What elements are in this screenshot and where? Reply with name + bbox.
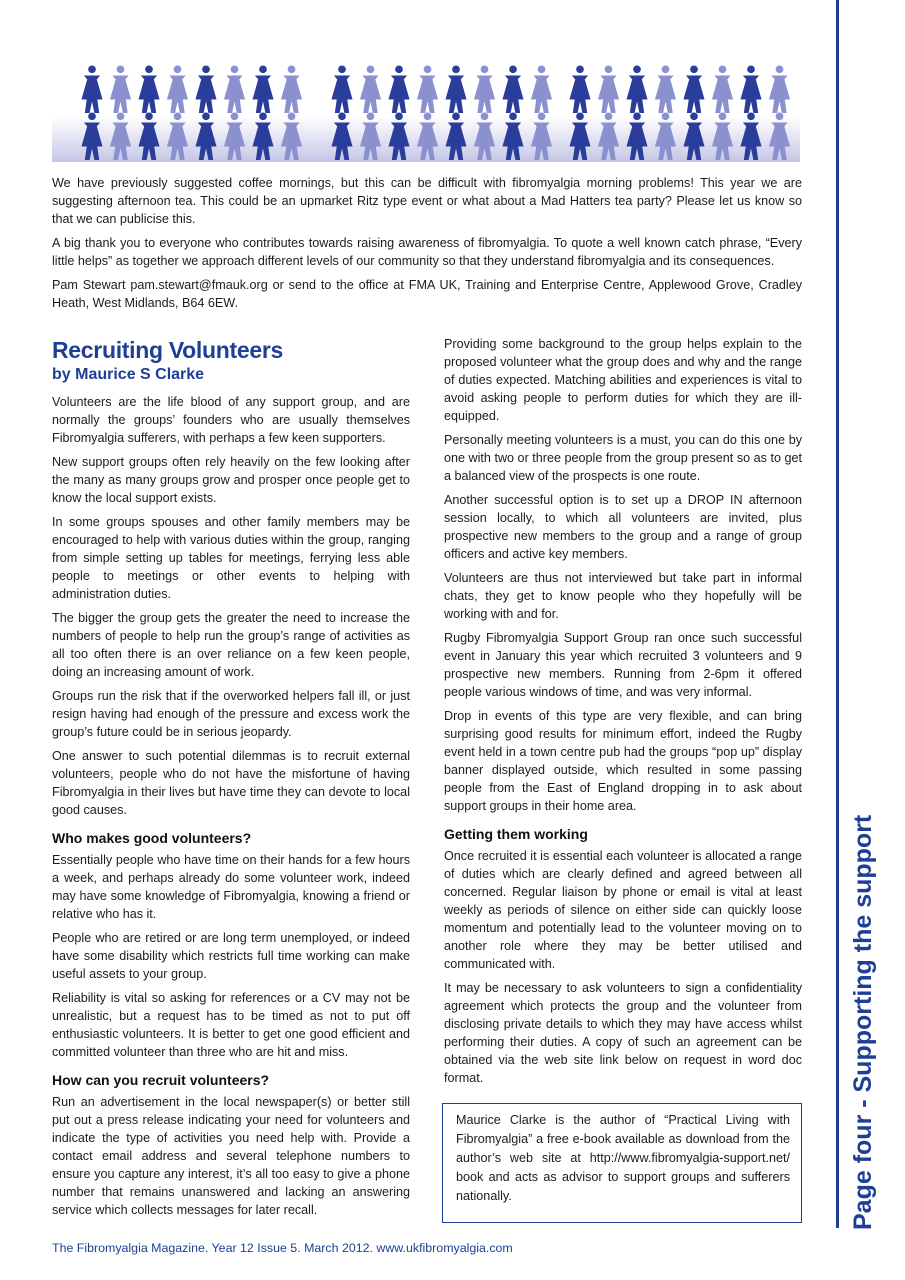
chain-figure — [655, 65, 676, 113]
chain-figure — [474, 65, 495, 113]
chain-figure — [569, 65, 590, 113]
chain-figure — [281, 112, 302, 160]
chain-figure — [712, 112, 733, 160]
chain-figure — [224, 65, 245, 113]
chain-figure — [502, 65, 523, 113]
paragraph: Rugby Fibromyalgia Support Group ran once such successful event in January this year which recruited 3 volunteers and 9 prospective new members. Running from 2-6pm it offered people various windows of time, and was very informal. — [444, 631, 802, 699]
chain-figure — [110, 65, 131, 113]
subheading-getting: Getting them working — [444, 826, 588, 842]
article-title: Recruiting Volunteers — [52, 337, 283, 363]
subheading-how: How can you recruit volunteers? — [52, 1072, 270, 1088]
article-right-column — [444, 335, 802, 1093]
intro-text — [52, 174, 802, 318]
chain-figure — [502, 112, 523, 160]
paragraph: Another successful option is to set up a DROP IN afternoon session locally, to which all volunteers are invited, plus prospective new members to the group and a range of group officers and active key members. — [444, 493, 802, 561]
paragraph: Run an advertisement in the local newspaper(s) or better still put out a press release indicating your need for volunteers and indicate the type of activities you need help with. Provide a contact email address and several telephone numbers to ensure you capture any interest, it’s all too easy to give a phone number that remains unanswered and lacking an answering service which collects messages for later recall. — [52, 1095, 410, 1217]
chain-figure — [626, 65, 647, 113]
chain-figure — [252, 112, 273, 160]
paragraph: Providing some background to the group helps explain to the proposed volunteer what the group does and why and the range of duties expected. Matching abilities and experiences is vital to avoid asking people to perform duties for which they are ill-equipped. — [444, 337, 802, 423]
chain-figure — [224, 112, 245, 160]
chain-figure — [474, 112, 495, 160]
paragraph: The bigger the group gets the greater the need to increase the numbers of people to help run the group’s range of activities as all too often there is an over reliance on a few keen people, doing an increasing amount of work. — [52, 611, 410, 679]
chain-figure — [81, 65, 102, 113]
paragraph: It may be necessary to ask volunteers to sign a confidentiality agreement which protects the group and the volunteer from disclosing private details to which they may have access whilst performing their duties. A copy of such an agreement can be obtained via the web site link below on request in word doc format. — [444, 981, 802, 1085]
chain-figure — [683, 65, 704, 113]
chain-figure — [655, 112, 676, 160]
chain-figure — [769, 65, 790, 113]
paper-chain-people-icon — [52, 60, 800, 162]
footer-credit: The Fibromyalgia Magazine. Year 12 Issue 5. March 2012. www.ukfibromyalgia.com — [52, 1241, 513, 1255]
chain-figure — [388, 65, 409, 113]
article-byline: by Maurice S Clarke — [52, 366, 205, 383]
author-bio-box: Maurice Clarke is the author of “Practical Living with Fibromyalgia” a free e-book available as download from the author’s web site at http://www.fibromyalgia-support.net/ book and acts as advisor to support groups and sufferers nationally. — [442, 1103, 802, 1223]
paragraph: Once recruited it is essential each volunteer is allocated a range of duties which are clearly defined and agreed between all concerned. Regular liaison by phone or email is vital at least weekly as periods of silence on either side can quickly loose momentum and potentially lead to the volunteer moving on to another role where they may be better utilised and communicated with. — [444, 849, 802, 971]
paragraph: People who are retired or are long term unemployed, or indeed have some disability which restricts full time working can make useful assets to your group. — [52, 931, 410, 981]
chain-figure — [281, 65, 302, 113]
chain-figure — [195, 112, 216, 160]
chain-figure — [417, 65, 438, 113]
chain-figure — [598, 112, 619, 160]
side-page-title: Page four - Supporting the support — [849, 814, 877, 1230]
chain-figure — [360, 65, 381, 113]
chain-figure — [445, 112, 466, 160]
chain-figure — [598, 65, 619, 113]
chain-figure — [81, 112, 102, 160]
paragraph: Groups run the risk that if the overworked helpers fall ill, or just resign having had enough of the pressure and excess work the group’s future could be in serious jeopardy. — [52, 689, 410, 739]
chain-figure — [740, 65, 761, 113]
chain-figure — [167, 112, 188, 160]
intro-paragraph: We have previously suggested coffee mornings, but this can be difficult with fibromyalgia morning problems! This year we are suggesting afternoon tea. This could be an upmarket Ritz type event or what about a Mad Hatters tea party? Please let us know so that we can publicise this. — [52, 176, 802, 226]
paragraph: Volunteers are the life blood of any support group, and are normally the groups’ founders who are usually themselves Fibromyalgia sufferers, with perhaps a few keen supporters. — [52, 395, 410, 445]
chain-figure — [569, 112, 590, 160]
chain-figure — [531, 112, 552, 160]
subheading-who: Who makes good volunteers? — [52, 830, 252, 846]
side-rule — [836, 0, 839, 1228]
chain-figure — [683, 112, 704, 160]
article-left-column — [52, 335, 410, 1225]
intro-paragraph: Pam Stewart pam.stewart@fmauk.org or send to the office at FMA UK, Training and Enterprise Centre, Applewood Grove, Cradley Heath, West Midlands, B64 6EW. — [52, 278, 802, 310]
paragraph: In some groups spouses and other family members may be encouraged to help with various duties within the group, ranging from simple setting up tables for meetings, ferrying less able people to meetings or other events to helping with administration duties. — [52, 515, 410, 601]
paragraph: New support groups often rely heavily on the few looking after the many as many groups grow and prosper once people get to know the local support exists. — [52, 455, 410, 505]
paragraph: Essentially people who have time on their hands for a few hours a week, and perhaps already do some volunteer work, indeed may have some knowledge of Fibromyalgia, knowing a friend or relative who has it. — [52, 853, 410, 921]
chain-figure — [531, 65, 552, 113]
chain-figure — [331, 112, 352, 160]
paragraph: Reliability is vital so asking for references or a CV may not be unrealistic, but a request has to be timed as not to put off enthusiastic volunteers. It is better to get one good efficient and committed volunteer than three who are hit and miss. — [52, 991, 410, 1059]
chain-figure — [769, 112, 790, 160]
chain-figure — [626, 112, 647, 160]
chain-figure — [110, 112, 131, 160]
chain-figure — [138, 112, 159, 160]
chain-figure — [712, 65, 733, 113]
chain-figure — [360, 112, 381, 160]
chain-figure — [331, 65, 352, 113]
paragraph: One answer to such potential dilemmas is to recruit external volunteers, people who do not have the misfortune of having Fibromyalgia in their lives but have time they can devote to local good causes. — [52, 749, 410, 817]
chain-figure — [167, 65, 188, 113]
chain-figure — [417, 112, 438, 160]
paragraph: Volunteers are thus not interviewed but take part in informal chats, they get to know people who they hopefully will be working with and for. — [444, 571, 802, 621]
paper-chain-banner — [52, 60, 800, 162]
chain-figure — [252, 65, 273, 113]
chain-figure — [445, 65, 466, 113]
paragraph: Drop in events of this type are very flexible, and can bring surprising good results for minimum effort, indeed the Rugby event held in a town centre pub had the groups “pop up” display banner displayed outside, which resulted in some passing people from the East of England dropping in to ask about support groups in their home area. — [444, 709, 802, 813]
chain-figure — [740, 112, 761, 160]
intro-paragraph: A big thank you to everyone who contributes towards raising awareness of fibromyalgia. To quote a well known catch phrase, “Every little helps” as together we approach different levels of our community so that they understand fibromyalgia and its consequences. — [52, 236, 802, 268]
paragraph: Personally meeting volunteers is a must, you can do this one by one with two or three people from the group present so as to get a balanced view of the prospects is one route. — [444, 433, 802, 483]
chain-figure — [138, 65, 159, 113]
chain-figure — [388, 112, 409, 160]
chain-figure — [195, 65, 216, 113]
